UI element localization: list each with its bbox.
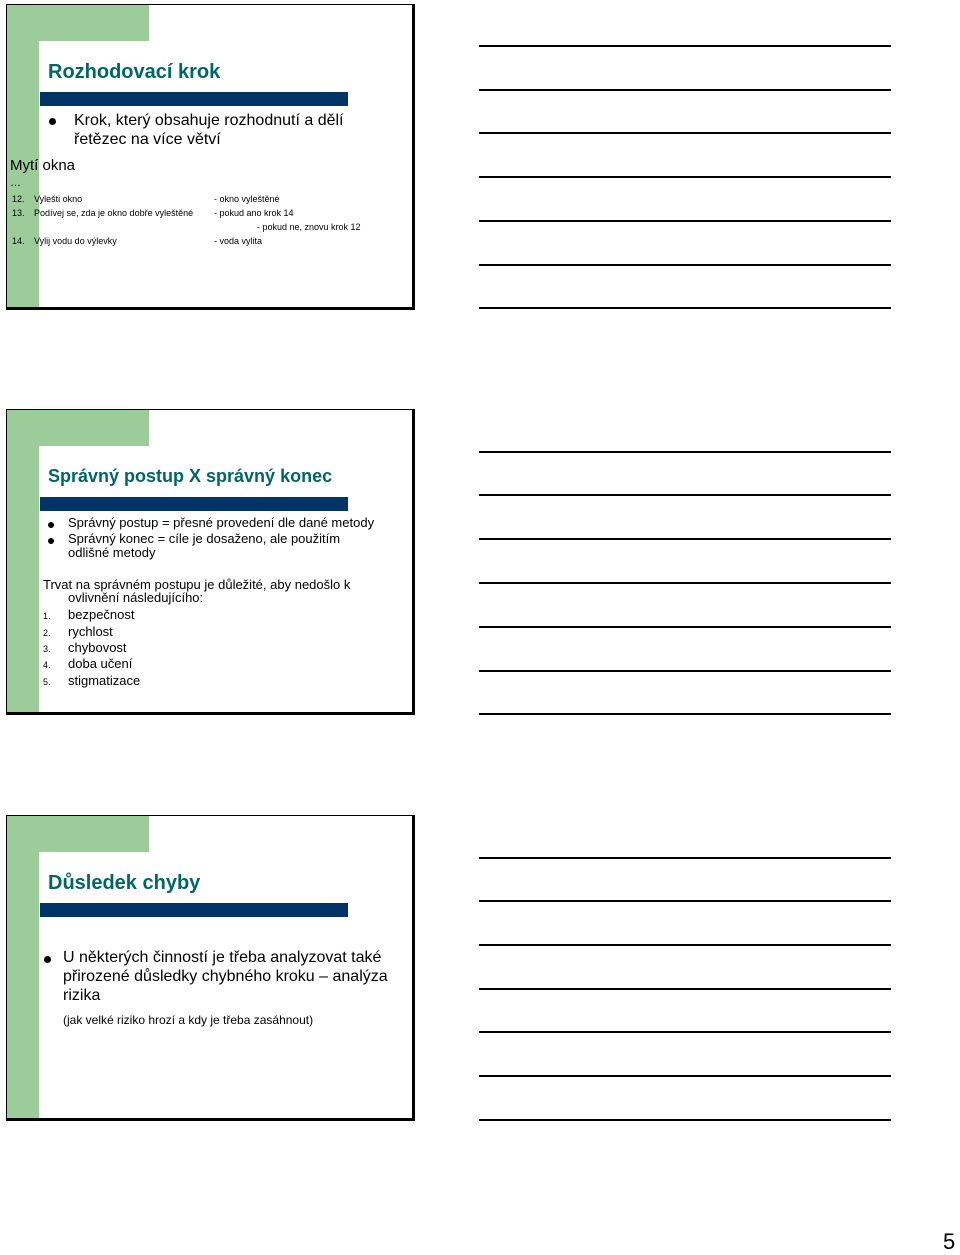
step-row: [12, 194, 82, 204]
bullet-text-line: řetězec na více větví: [74, 131, 221, 148]
note-line: [479, 307, 891, 309]
list-text: stigmatizace: [68, 673, 141, 688]
title-underline-bar: [40, 903, 348, 917]
subheading: Mytí okna: [10, 157, 76, 174]
step-result: - pokud ano krok 14: [214, 208, 294, 218]
note-line: [479, 45, 891, 47]
list-item: [43, 607, 135, 622]
bullet-icon: [48, 522, 54, 528]
step-result: - okno vyleštěné: [214, 194, 280, 204]
step-text: Vylešti okno: [34, 194, 83, 204]
note-line: [479, 132, 891, 134]
list-text: doba učení: [68, 656, 133, 671]
slide-decor-left: [7, 816, 39, 1118]
slide-title: Rozhodovací krok: [48, 61, 221, 83]
step-number: 12.: [12, 194, 25, 204]
slide-rozhodovaci-krok: [6, 4, 415, 310]
note-line: [479, 264, 891, 266]
bullet-icon: [44, 956, 51, 963]
note-text: (jak velké riziko hrozí a kdy je třeba zasáhnout): [63, 1013, 314, 1027]
bullet-icon: [49, 118, 56, 125]
bullet-text: Správný konec = cíle je dosaženo, ale použitím: [68, 531, 341, 546]
slide-spravny-postup: [6, 409, 415, 715]
note-line: [479, 494, 891, 496]
list-text: rychlost: [68, 624, 113, 639]
list-item: [43, 624, 113, 639]
bullet-text-line: U některých činností je třeba analyzovat také: [63, 949, 382, 966]
step-result: - pokud ne, znovu krok 12: [257, 222, 361, 232]
step-number: 14.: [12, 236, 25, 246]
note-line: [479, 1075, 891, 1077]
list-item: [43, 656, 132, 671]
intro-text: Trvat na správném postupu je důležité, aby nedošlo k: [43, 577, 351, 592]
step-row: [12, 236, 117, 246]
bullet-text-line: rizika: [63, 987, 101, 1004]
note-line: [479, 220, 891, 222]
note-line: [479, 451, 891, 453]
list-item: [43, 673, 140, 688]
note-line: [479, 944, 891, 946]
slide-dusledek-chyby: [6, 815, 415, 1121]
page-number: 5: [943, 1229, 956, 1254]
step-number: 13.: [12, 208, 25, 218]
step-result: - voda vylita: [214, 236, 263, 246]
bullet-text: odlišné metody: [68, 545, 156, 560]
note-line: [479, 176, 891, 178]
intro-text: ovlivnění následujícího:: [68, 590, 204, 605]
bullet-text-line: Krok, který obsahuje rozhodnutí a dělí: [74, 112, 344, 129]
title-underline-bar: [40, 497, 348, 511]
list-number: 3.: [43, 644, 51, 654]
note-line: [479, 1119, 891, 1121]
bullet-text: Správný postup = přesné provedení dle dané metody: [68, 515, 375, 530]
slide-title: Důsledek chyby: [48, 872, 201, 894]
step-text: Podívej se, zda je okno dobře vyleštěné: [34, 208, 194, 218]
note-line: [479, 857, 891, 859]
note-line: [479, 900, 891, 902]
list-item: [43, 640, 127, 655]
step-row: [12, 208, 193, 218]
bullet-icon: [48, 538, 54, 544]
note-line: [479, 988, 891, 990]
list-text: bezpečnost: [68, 607, 135, 622]
slide-title: Správný postup X správný konec: [48, 466, 333, 486]
list-number: 1.: [43, 611, 51, 621]
step-text: Vylij vodu do výlevky: [34, 236, 117, 246]
slide-decor-left: [7, 5, 39, 307]
note-line: [479, 670, 891, 672]
list-text: chybovost: [68, 640, 127, 655]
note-line: [479, 538, 891, 540]
slide-decor-left: [7, 410, 39, 712]
list-number: 2.: [43, 628, 51, 638]
ellipsis: …: [10, 177, 21, 189]
bullet-text-line: přirozené důsledky chybného kroku – analýza: [63, 968, 388, 985]
title-underline-bar: [40, 92, 348, 106]
note-line: [479, 89, 891, 91]
note-line: [479, 713, 891, 715]
note-line: [479, 1031, 891, 1033]
list-number: 5.: [43, 677, 51, 687]
note-line: [479, 626, 891, 628]
list-number: 4.: [43, 660, 51, 670]
note-line: [479, 582, 891, 584]
